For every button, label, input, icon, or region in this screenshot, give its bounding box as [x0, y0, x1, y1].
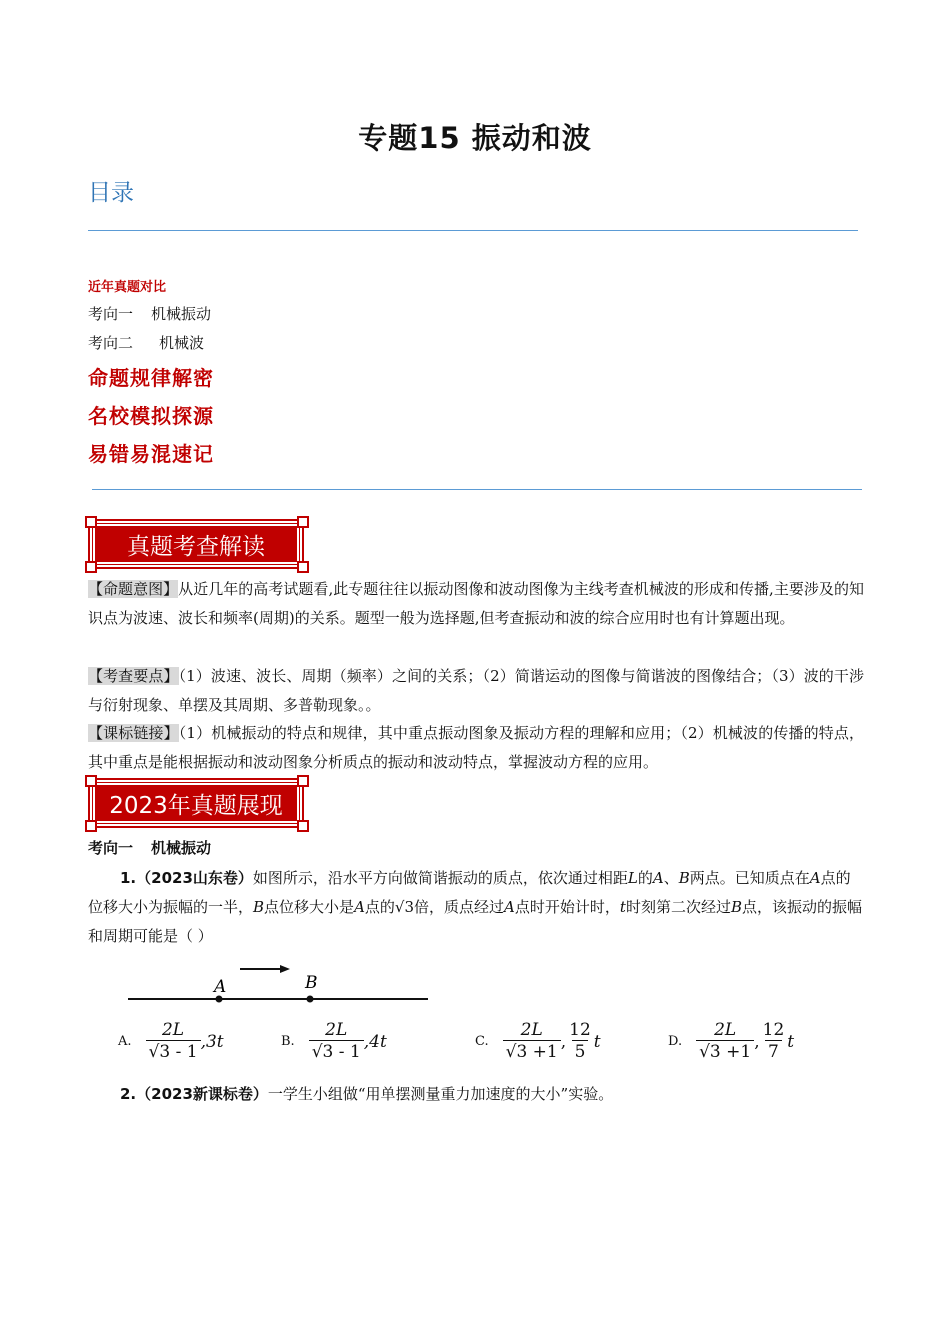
option-label: B.	[281, 1034, 295, 1049]
option-b[interactable]	[281, 1020, 387, 1063]
paragraph-text: 从近几年的高考试题看,此专题往往以振动图像和波动图像为主线考查机械波的形成和传播,主要涉及的知识点为波速、波长和频率(周期)的关系。题型一般为选择题,但考查振动和波的综合应用时也有计算题出现。	[88, 580, 864, 627]
toc-heading: 目录	[88, 180, 134, 206]
banner-2023-exams	[88, 778, 304, 828]
toc-item-1[interactable]	[88, 303, 211, 324]
fraction-numerator: 2L	[161, 1020, 185, 1040]
question-text-segment: 点的	[364, 898, 395, 916]
banner-corner-ornament	[297, 516, 309, 528]
question-number: 1.（2023山东卷）	[120, 869, 253, 887]
banner-exam-analysis	[88, 519, 304, 569]
question-1-text	[88, 864, 864, 951]
toc-item-text: 机械振动	[151, 305, 212, 323]
intro-key-points	[88, 662, 864, 720]
banner-corner-ornament	[85, 820, 97, 832]
fraction	[503, 1020, 561, 1063]
fraction	[566, 1020, 594, 1063]
toc-section-2[interactable]: 名校模拟探源	[88, 404, 214, 428]
fraction	[696, 1020, 754, 1063]
arrow-head-icon	[280, 965, 290, 973]
option-label: C.	[475, 1034, 489, 1049]
math-variable: A	[652, 869, 664, 887]
page-title: 专题15 振动和波	[358, 121, 592, 155]
fraction	[146, 1020, 201, 1063]
toc-subheading[interactable]: 近年真题对比	[88, 280, 167, 295]
question-text-segment: 时刻第二次经过	[625, 898, 731, 916]
question-text-segment: 一学生小组做“用单摆测量重力加速度的大小”实验。	[267, 1085, 614, 1103]
fraction-numerator: 2L	[520, 1020, 543, 1040]
math-variable: A	[809, 869, 821, 887]
tag-label: 【课标链接】	[88, 724, 179, 742]
banner-label: 2023年真题展现	[93, 783, 299, 823]
point-b-label: B	[305, 973, 318, 993]
option-tail: t	[787, 1031, 795, 1052]
question-text-segment: 点，该振动的振幅和周期可能是（ ）	[88, 898, 862, 945]
banner-corner-ornament	[85, 516, 97, 528]
toc-item-2[interactable]	[88, 332, 204, 353]
question-number: 2.（2023新课标卷）	[120, 1085, 268, 1103]
fraction	[309, 1020, 364, 1063]
question-text-segment: 两点。已知质点在	[689, 869, 810, 887]
tag-label: 【考查要点】	[88, 667, 179, 685]
section-label	[88, 837, 211, 858]
toc-item-label: 考向一	[88, 305, 134, 323]
option-tail: t	[593, 1031, 601, 1052]
option-c[interactable]	[475, 1020, 601, 1063]
banner-corner-ornament	[85, 561, 97, 573]
comma-separator: ,	[754, 1031, 760, 1052]
banner-corner-ornament	[297, 561, 309, 573]
fraction-numerator: 12	[762, 1020, 785, 1040]
math-variable: B	[253, 898, 265, 916]
option-a[interactable]	[118, 1020, 224, 1063]
question-2-text	[120, 1080, 860, 1109]
tag-label: 【命题意图】	[88, 580, 179, 598]
fraction-denominator: √3 +1	[503, 1040, 561, 1063]
intro-intent	[88, 575, 864, 633]
banner-corner-ornament	[297, 775, 309, 787]
option-label: D.	[668, 1034, 683, 1049]
banner-label: 真题考查解读	[93, 524, 299, 564]
oscillation-diagram	[120, 960, 440, 1010]
toc-section-1[interactable]: 命题规律解密	[88, 366, 214, 390]
question-text-segment: 点的位移大小为振幅的一半，	[88, 869, 851, 916]
section-label-prefix: 考向一	[88, 839, 134, 857]
math-variable: B	[730, 898, 742, 916]
math-variable: A	[504, 898, 515, 916]
paragraph-text: （1）波速、波长、周期（频率）之间的关系；（2）简谐运动的图像与简谐波的图像结合；（3）波的干涉与衍射现象、单摆及其周期、多普勒现象。。	[88, 667, 864, 714]
point-b-marker	[307, 996, 314, 1003]
fraction-denominator: √3 - 1	[309, 1040, 364, 1063]
toc-bottom-divider	[92, 489, 862, 490]
section-label-text: 机械振动	[151, 839, 212, 857]
math-variable: L	[627, 869, 638, 887]
math-variable: t	[619, 898, 626, 916]
fraction	[760, 1020, 788, 1063]
fraction-numerator: 12	[569, 1020, 591, 1040]
math-sqrt: √3	[394, 898, 415, 916]
banner-corner-ornament	[85, 775, 97, 787]
fraction-denominator: 7	[765, 1040, 782, 1063]
question-text-segment: 如图所示，沿水平方向做简谐振动的质点，依次通过相距	[252, 869, 628, 887]
comma-separator: ,	[560, 1031, 567, 1052]
banner-corner-ornament	[297, 820, 309, 832]
toc-item-label: 考向二	[88, 334, 134, 352]
question-text-segment: 、	[663, 869, 679, 887]
option-d[interactable]	[668, 1020, 794, 1063]
question-text-segment: 倍，质点经过	[414, 898, 505, 916]
option-label: A.	[118, 1034, 132, 1049]
option-tail: ,3t	[200, 1031, 224, 1052]
point-a-label: A	[214, 977, 227, 997]
fraction-numerator: 2L	[325, 1020, 348, 1040]
fraction-denominator: √3 - 1	[146, 1040, 201, 1063]
math-variable: A	[354, 898, 365, 916]
math-variable: B	[678, 869, 690, 887]
question-text-segment: 点时开始计时，	[514, 898, 620, 916]
fraction-denominator: 5	[572, 1040, 589, 1063]
intro-curriculum-link	[88, 719, 864, 777]
toc-item-text: 机械波	[159, 334, 205, 352]
fraction-denominator: √3 +1	[696, 1040, 754, 1063]
toc-top-divider	[88, 230, 858, 231]
paragraph-text: （1）机械振动的特点和规律，其中重点振动图象及振动方程的理解和应用；（2）机械波的传播的特点，其中重点是能根据振动和波动图象分析质点的振动和波动特点，掌握波动方程的应用。	[88, 724, 864, 771]
fraction-numerator: 2L	[714, 1020, 737, 1040]
question-text-segment: 的	[637, 869, 653, 887]
question-text-segment: 点位移大小是	[264, 898, 355, 916]
option-tail: ,4t	[363, 1031, 387, 1052]
toc-section-3[interactable]: 易错易混速记	[88, 442, 214, 466]
